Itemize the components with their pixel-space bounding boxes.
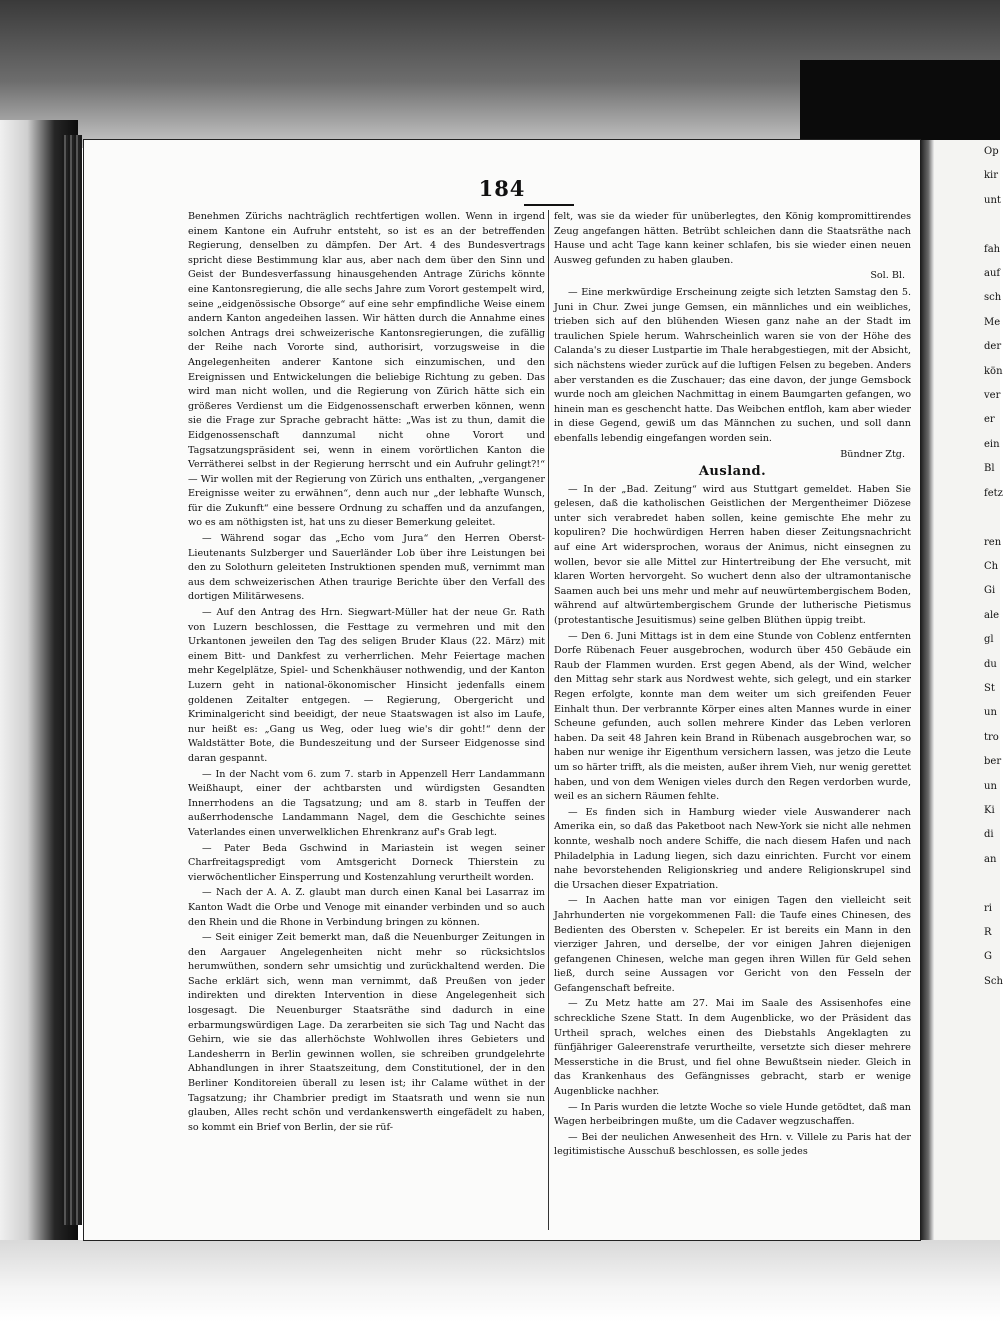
article-paragraph: — In Paris wurden die letzte Woche so viele Hunde getödtet, daß man Wagen herbeibringen mußte, um die Cadaver wegzuschaffen.: [554, 1101, 911, 1128]
next-page-fragment: ver: [984, 390, 1001, 402]
book-gutter: [920, 140, 934, 1240]
next-page-fragment: Ch: [984, 560, 999, 572]
newspaper-page: [84, 140, 920, 1240]
next-page-fragment: Bl: [984, 463, 995, 475]
next-page-fragment: Op: [984, 146, 999, 157]
section-heading: Ausland.: [698, 464, 767, 480]
next-page-edge: [934, 140, 1003, 1240]
page-number: 184: [478, 176, 526, 201]
page-number-underline: [524, 204, 574, 206]
next-page-fragments: [934, 140, 1003, 994]
source-signature: Bündner Ztg.: [840, 448, 905, 460]
next-page-fragment: di: [984, 829, 994, 841]
next-page-fragment: fah: [984, 243, 1001, 255]
article-paragraph: Benehmen Zürichs nachträglich rechtfertigen wollen. Wenn in irgend einem Kantone ein Aufruhr entsteht, so ist es an der betreffenden Regierung, denselben zu dämpfen. Der Art. 4 des Bundesvertrags spricht diese Bestimmung klar aus, aber nach dem über den Sinn und Geist der Bundesverfassung hinausgehenden Antrage Zürichs könnte eine Kantonsregierung, die alle sechs Jahre zum Vorort gestempelt wird, seine „eidgenössische Obsorge“ auf eine sehr empfindliche Weise einem andern Kanton angedeihen lassen. Wir hätten durch die Annahme eines solchen Antrags drei schweizerische Kantonsregierungen, die zufällig der Reihe nach Vororte sind, authorisirt, vorzugsweise in die Angelegenheiten anderer Kantone sich einzumischen, und den Ereignissen und Entwickelungen die beliebige Richtung zu geben. Das wird man nicht wollen, und die Regierung von Zürich hätte sich ein größeres Verdienst um die Eidgenossenschaft erwerben können, wenn sie die Frage zur Sprache gebracht hätte: „Was ist zu thun, damit die Eidgenossenschaft dannzumal nicht ohne Vorort und Tagsatzungspräsident sei, wenn in einem vorörtlichen Kanton die Verrätherei selbst in der Regierung herrscht und ein Aufruhr gelingt?!“ — Wir wollen mit der Regierung von Zürich uns enthalten, „vergangener Ereignisse weiter zu erwähnen“, denn auch nur „der lebhafte Wunsch, für die Zukunft“ eine bessere Ordnung zu schaffen und da anzufangen, wo es am nöthigsten ist, hat uns zu dieser Bemerkung geleitet.: [188, 211, 545, 529]
next-page-fragment: du: [984, 658, 997, 670]
next-page-fragment: unt: [984, 194, 1001, 206]
next-page-fragment: ale: [984, 609, 1000, 621]
next-page-fragment: fetz: [984, 487, 1003, 499]
article-paragraph: — Nach der A. A. Z. glaubt man durch einen Kanal bei Lasarraz im Kanton Wadt die Orbe und Venoge mit einander verbinden und so auch den Rhein und die Rhone in Verbindung bringen zu können.: [188, 887, 545, 928]
next-page-fragment: un: [984, 707, 997, 719]
article-paragraph: — Bei der neulichen Anwesenheit des Hrn. v. Villele zu Paris hat der legitimistische Ausschuß beschlossen, es solle jedes: [554, 1131, 911, 1158]
scan-background-dark-corner: [800, 60, 1000, 150]
article-paragraph: — Zu Metz hatte am 27. Mai im Saale des Assisenhofes eine schreckliche Szene Statt. In dem Augenblicke, wo der Präsident das Urtheil sprach, welches einen des Diebstahls Angeklagten zu fünfjähriger Galeerenstrafe verurtheilte, versetzte sich dieser mehrere Messerstiche in die Brust, und fiel ohne Bewußtsein nieder. Gleich in das Krankenhaus des Gefängnisses gebracht, starb er wenige Augenblicke nachher.: [554, 998, 911, 1098]
next-page-fragment: an: [984, 853, 997, 865]
article-paragraph: — Während sogar das „Echo vom Jura“ den Herren Oberst-Lieutenants Sulzberger und Sauerländer Lob über ihre Leistungen bei den zu Solothurn geleiteten Instruktionen spenden muß, vernimmt man aus dem schweizerischen Athen traurige Berichte über den Verfall des dortigen Militärwesens.: [188, 533, 545, 603]
next-page-fragment: [984, 506, 1000, 530]
next-page-fragment: der: [984, 341, 1002, 353]
scan-background-bottom: [0, 1240, 1000, 1322]
next-page-fragment: [984, 872, 1000, 896]
article-paragraph: — Seit einiger Zeit bemerkt man, daß die Neuenburger Zeitungen in den Aargauer Angelegenheiten nicht mehr so rücksichtslos herumwüthen, sondern sehr umsichtig und zurückhaltend werden. Die Sache erklärt sich, wenn man vernimmt, daß Preußen von jeder indirekten und direkten Intervention in diese Angelegenheit sich losgesagt. Die Neuenburger Staatsräthe sind dadurch in eine erbarmungswürdigen Lage. Da zerarbeiten sie sich Tag und Nacht das Gehirn, wie sie das allerhöchste Wohlwollen ihres Gebieters und Landesherrn in Berlin gewinnen wollen, sie schreiben grundgelehrte Abhandlungen in ihrer Staatszeitung, dem Constitutionel, der in den Berliner Konditoreien überall zu lesen ist; ihr Calame wüthet in der Tagsatzung; ihr Chambrier predigt im Staatsrath und wenn sie nun glauben, Alles recht schön und verdankenswerth eingefädelt zu haben, so kommt ein Brief von Berlin, der sie rüf-: [188, 932, 545, 1133]
next-page-fragment: St: [984, 682, 995, 694]
next-page-fragment: er: [984, 414, 995, 426]
article-paragraph: — Pater Beda Gschwind in Mariastein ist wegen seiner Charfreitagspredigt vom Amtsgericht Dorneck Thierstein zu vierwöchentlicher Einsperrung und Kostenzahlung verurtheilt worden.: [188, 842, 545, 883]
next-page-fragment: sch: [984, 292, 1002, 304]
next-page-fragment: gl: [984, 634, 994, 646]
article-paragraph: — In der „Bad. Zeitung“ wird aus Stuttgart gemeldet. Haben Sie gelesen, daß die katholischen Geistlichen der Mergentheimer Diözese unter sich verabredet haben sollen, keine gemischte Ehe mehr zu kopuliren? Die hochwürdigen Herren haben dieser Zeitungsnachricht auf eine Art widersprochen, woraus der Animus, nicht einsegnen zu wollen, bevor sie alle Mittel zur Hintertreibung der Ehe versucht, mit klaren Worten hervorgeht. So wuchert denn also der ultramontanische Saamen auch bei uns mehr und mehr auf neuwürtembergischem Boden, während auf altwürtembergischem Grunde der lutherische Pietismus (protestantische Jesuitismus) seine gelben Blüthen üppig treibt.: [554, 483, 911, 627]
column-divider: [548, 210, 549, 1230]
next-page-fragment: Ki: [984, 804, 995, 816]
next-page-fragment: ri: [984, 902, 992, 914]
next-page-fragment: Me: [984, 316, 1001, 328]
next-page-fragment: tro: [984, 731, 999, 743]
next-page-fragment: [984, 213, 1000, 237]
article-paragraph: — In der Nacht vom 6. zum 7. starb in Appenzell Herr Landammann Weißhaupt, einer der achtbarsten und würdigsten Gesandten Innerrhodens an die Tagsatzung; und am 8. starb in Teuffen der außerrhodensche Landammann Nagel, dem die Geschichte seines Vaterlandes einen unverwelklichen Ehrenkranz auf's Grab legt.: [188, 768, 545, 838]
article-paragraph: — Es finden sich in Hamburg wieder viele Auswanderer nach Amerika ein, so daß das Paketboot nach New-York sie nicht alle nehmen konnte, weshalb noch andere Schiffe, die nach diesem Hafen und nach Philadelphia in Ladung liegen, sich dazu einrichten. Furcht vor einem nahe bevorstehenden Religionskrieg und andere Religionskrupel sind die Ursachen dieser Expatriation.: [554, 806, 911, 891]
article-paragraph: felt, was sie da wieder für unüberlegtes, den König kompromittirendes Zeug angefangen hätten. Betrübt schleichen dann die Staatsräthe nach Hause und acht Tage kann keiner schlafen, bis sie wieder einen neuen Ausweg gefunden zu haben glauben.: [554, 211, 911, 266]
next-page-fragment: kir: [984, 170, 999, 182]
article-paragraph: — Den 6. Juni Mittags ist in dem eine Stunde von Coblenz entfernten Dorfe Rübenach Feuer ausgebrochen, wodurch über 450 Gebäude ein Raub der Flammen wurden. Erst gegen Abend, als der Wind, welcher den Mittag sehr stark aus Nordwest wehte, sich gelegt, und ein starker Regen erfolgte, konnte man dem weiter um sich greifenden Feuer Einhalt thun. Der verbrannte Körper eines alten Mannes wurde in einer Scheune gefunden, auch sollen mehrere Kinder das Leben verloren haben. Da seit 48 Jahren kein Brand in Rübenach ausgebrochen war, so haben nur wenige ihr Eigenthum versichern lassen, was jetzo die Leute um so härter trifft, als die meisten, außer ihrem Vieh, nur wenig gerettet haben, und von dem Wenigen vieles durch den Regen verdorben wurde, weil es an sichern Räumen fehlte.: [554, 630, 911, 803]
left-column: [188, 210, 545, 1235]
next-page-fragment: un: [984, 780, 997, 792]
article-paragraph: — Eine merkwürdige Erscheinung zeigte sich letzten Samstag den 5. Juni in Chur. Zwei junge Gemsen, ein männliches und ein weibliches, trieben sich auf den blühenden Wiesen ganz nahe an der Stadt im traulichen Spiele herum. Wahrscheinlich waren sie von der Höhe des Calanda's zu dieser Lustpartie im Thale herabgestiegen, mit der Absicht, sich nächstens wieder zurück auf die luftigen Felsen zu begeben. Anders aber verstanden es die Zuschauer; das eine davon, der junge Gemsbock wurde noch am gleichen Nachmittag in einem Baumgarten gefangen, wo hinein man es geschencht hatte. Das Weibchen entfloh, kam aber wieder in diese Gegend, gewiß um das Männchen zu suchen, und soll dann ebenfalls lebendig eingefangen worden sein.: [554, 286, 911, 444]
next-page-fragment: ber: [984, 756, 1002, 768]
book-page-edges: [62, 135, 82, 1225]
next-page-fragment: kön: [984, 365, 1003, 377]
next-page-fragment: Gi: [984, 585, 996, 597]
next-page-fragment: ein: [984, 438, 1000, 450]
next-page-fragment: ren: [984, 536, 1002, 548]
article-paragraph: — Auf den Antrag des Hrn. Siegwart-Müller hat der neue Gr. Rath von Luzern beschlossen, die Festtage zu vermehren und mit den Urkantonen jeweilen den Tag des seligen Bruder Klaus (22. März) mit einem Bitt- und Dankfest zu verherrlichen. Mehr Feiertage machen mehr Kegelplätze, Spiel- und Schenkhäuser nothwendig, und der Kanton Luzern geht in national-ökonomischer Hinsicht jedenfalls einem goldenen Zeitalter entgegen. — Regierung, Obergericht und Kriminalgericht sind beeidigt, der neue Staatswagen ist also im Laufe, nur heißt es: „Gang us Weg, oder lueg wie's dir goht!“ denn der Waldstätter Bote, die Bundeszeitung und der Surseer Eidgenosse sind daran gespannt.: [188, 607, 545, 764]
next-page-fragment: auf: [984, 268, 1001, 280]
next-page-fragment: G: [984, 951, 992, 963]
right-column: [554, 210, 911, 1235]
next-page-fragment: R: [984, 927, 992, 938]
next-page-fragment: Sch: [984, 975, 1003, 987]
article-paragraph: — In Aachen hatte man vor einigen Tagen den vielleicht seit Jahrhunderten nie vorgekommenen Fall: die Taufe eines Chinesen, des Bedienten des Obersten v. Schepeler. Er ist bereits ein Mann in den vierziger Jahren, und derselbe, der vor einigen Jahren diejenigen gefangenen Chinesen, welche man gegen ihren Willen für Geld sehen ließ, durch seine Aussagen vor Gericht von den Fesseln der Gefangenschaft befreite.: [554, 895, 911, 994]
source-signature: Sol. Bl.: [870, 270, 905, 282]
